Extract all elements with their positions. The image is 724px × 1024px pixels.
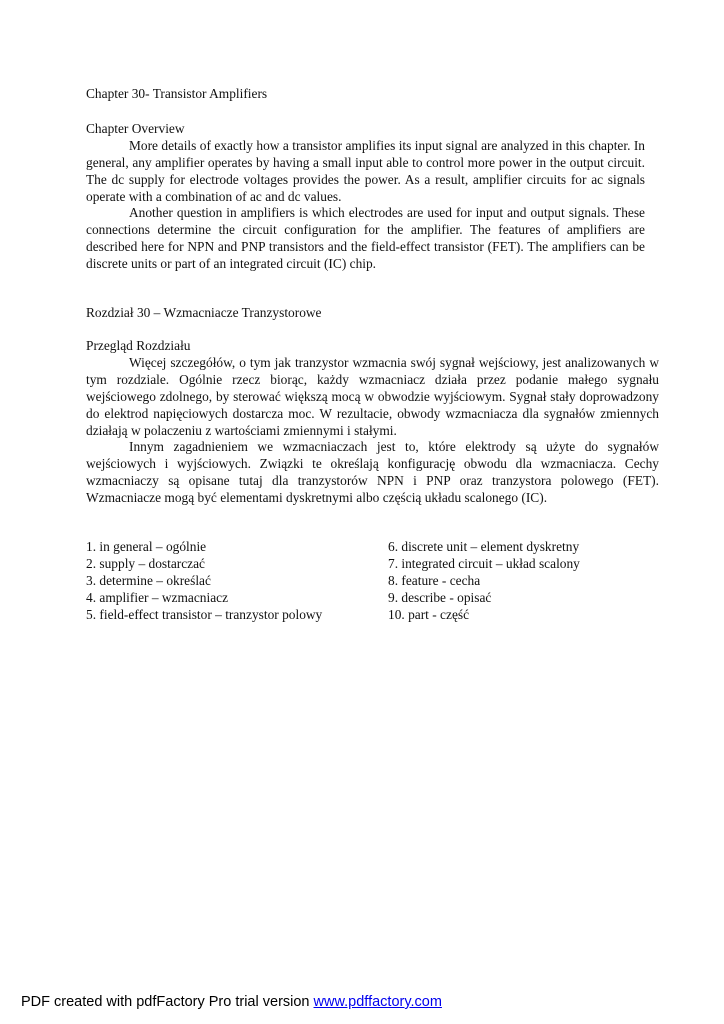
vocab-item: 8. feature - cecha <box>388 573 481 588</box>
paragraph-en-2: Another question in amplifiers is which electrodes are used for input and output signals. These connections determine the circuit configuration for the amplifier. The features of amplifiers are described here for NPN and PNP transistors and the field-effect transistor (FET). The amplifiers can be discrete units or part of an integrated circuit (IC) chip. <box>86 205 645 271</box>
paragraph-pl-1: Więcej szczegółów, o tym jak tranzystor wzmacnia swój sygnał wejściowy, jest analizowanych w tym rozdziale. Ogólnie rzecz biorąc, każdy wzmacniacz działa przez podanie małego sygnału wejściowego zdolnego, by sterować większą mocą w obwodzie wyjściowym. Sygnał stały doprowadzony do elektrod napięciowych dostarcza moc. W rezultacie, obwody wzmacniacza dla sygnałów zmiennych działają w polaczeniu z wartościami zmiennymi i stałymi. <box>86 355 659 438</box>
vocab-item: 2. supply – dostarczać <box>86 556 205 571</box>
chapter-title-en: Chapter 30- Transistor Amplifiers <box>86 86 268 101</box>
vocab-item: 10. part - część <box>388 607 470 622</box>
chapter-title-pl: Rozdział 30 – Wzmacniacze Tranzystorowe <box>86 305 322 320</box>
vocabulary-list-right <box>388 538 580 623</box>
vocab-item: 1. in general – ogólnie <box>86 539 207 554</box>
footer-link[interactable]: www.pdffactory.com <box>313 994 442 1010</box>
vocabulary-list-left <box>86 538 322 623</box>
vocab-item: 9. describe - opisać <box>388 590 492 605</box>
vocab-item: 3. determine – określać <box>86 573 211 588</box>
paragraph-pl-2: Innym zagadnieniem we wzmacniaczach jest to, które elektrody są użyte do sygnałów wejściowych i wyjściowych. Związki te określają konfigurację obwodu dla wzmacniacza. Cechy wzmacniaczy są opisane tutaj dla tranzystorów NPN i PNP oraz tranzystora polowego (FET). Wzmacniacze mogą być elementami dyskretnymi albo częścią układu scalonego (IC). <box>86 439 659 505</box>
footer-text: PDF created with pdfFactory Pro trial version <box>21 994 314 1010</box>
paragraph-en-1: More details of exactly how a transistor amplifies its input signal are analyzed in this chapter. In general, any amplifier operates by having a small input able to control more power in the output circuit. The dc supply for electrode voltages provides the power. As a result, amplifier circuits for ac signals operate with a combination of ac and dc values. <box>86 138 645 204</box>
pdf-footer <box>21 994 442 1010</box>
section-title-pl: Przegląd Rozdziału <box>86 338 191 353</box>
vocab-item: 5. field-effect transistor – tranzystor polowy <box>86 607 323 622</box>
vocab-item: 7. integrated circuit – układ scalony <box>388 556 580 571</box>
vocab-item: 4. amplifier – wzmacniacz <box>86 590 229 605</box>
vocab-item: 6. discrete unit – element dyskretny <box>388 539 580 554</box>
section-title-en: Chapter Overview <box>86 121 185 136</box>
